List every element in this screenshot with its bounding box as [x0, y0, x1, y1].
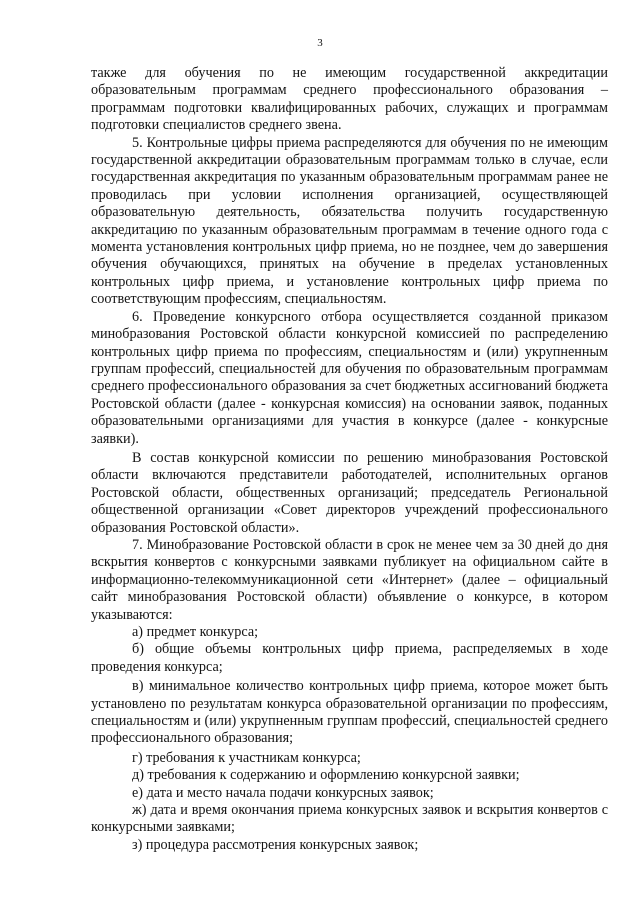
- paragraph-continuation: также для обучения по не имеющим государственной аккредитации образовательным программам среднего профессионального образования – программам подготовки квалифицированных рабочих, служащих и программам подготовки специалистов среднего звена.: [91, 65, 608, 134]
- paragraph-item-5: 5. Контрольные цифры приема распределяются для обучения по не имеющим государственной аккредитации образовательным программам только в случае, если государственная аккредитация по указанным образовательным программам ранее не проводилась при условии исполнения организацией, осуществляющей образовательную деятельность, обязательства получить государственную аккредитацию по указанным образовательным программам в течение одного года с момента установления контрольных цифр приема, но не позднее, чем до завершения обучения обучающихся, принятых на обучение в пределах установленных контрольных цифр приема, и установление контрольных цифр приема по соответствующим профессиям, специальностям.: [91, 134, 608, 308]
- subitem-z: з) процедура рассмотрения конкурсных заявок;: [132, 836, 419, 853]
- document-body: [91, 65, 608, 854]
- page-number: 3: [317, 37, 323, 49]
- subitem-v: в) минимальное количество контрольных цифр приема, которое может быть установлено по результатам конкурса образовательной организации по профессиям, специальностям и (или) укрупненным группам профессий, специальностей среднего профессионального образования;: [91, 678, 608, 747]
- subitem-d: д) требования к содержанию и оформлению конкурсной заявки;: [132, 767, 520, 784]
- subitem-e: е) дата и место начала подачи конкурсных заявок;: [132, 784, 434, 801]
- subitem-a: а) предмет конкурса;: [132, 624, 259, 640]
- subitem-b: б) общие объемы контрольных цифр приема, распределяемых в ходе проведения конкурса;: [91, 641, 608, 675]
- subitem-g: г) требования к участникам конкурса;: [132, 749, 361, 766]
- paragraph-item-6: 6. Проведение конкурсного отбора осуществляется созданной приказом минобразования Ростовской области конкурсной комиссией по распределению контрольных цифр приема по профессиям, специальностям и (или) укрупненным группам профессий, специальностей для обучения по образовательным программам среднего профессионального образования за счет бюджетных ассигнований бюджета Ростовской области (далее - конкурсная комиссия) на основании заявок, поданных образовательными организациями для участия в конкурсе (далее - конкурсные заявки).: [91, 308, 608, 447]
- subitem-zh: ж) дата и время окончания приема конкурсных заявок и вскрытия конвертов с конкурсными заявками;: [91, 802, 608, 836]
- paragraph-commission-composition: В состав конкурсной комиссии по решению минобразования Ростовской области включаются представители работодателей, исполнительных органов Ростовской области, общественных организаций; председатель Региональной общественной организации «Совет директоров учреждений профессионального образования Ростовской области».: [91, 449, 608, 536]
- paragraph-item-7: 7. Минобразование Ростовской области в срок не менее чем за 30 дней до дня вскрытия конвертов с конкурсными заявками публикует на официальном сайте в информационно-телекоммуникационной сети «Интернет» (далее – официальный сайт минобразования Ростовской области) объявление о конкурсе, в котором указываются:: [91, 536, 608, 623]
